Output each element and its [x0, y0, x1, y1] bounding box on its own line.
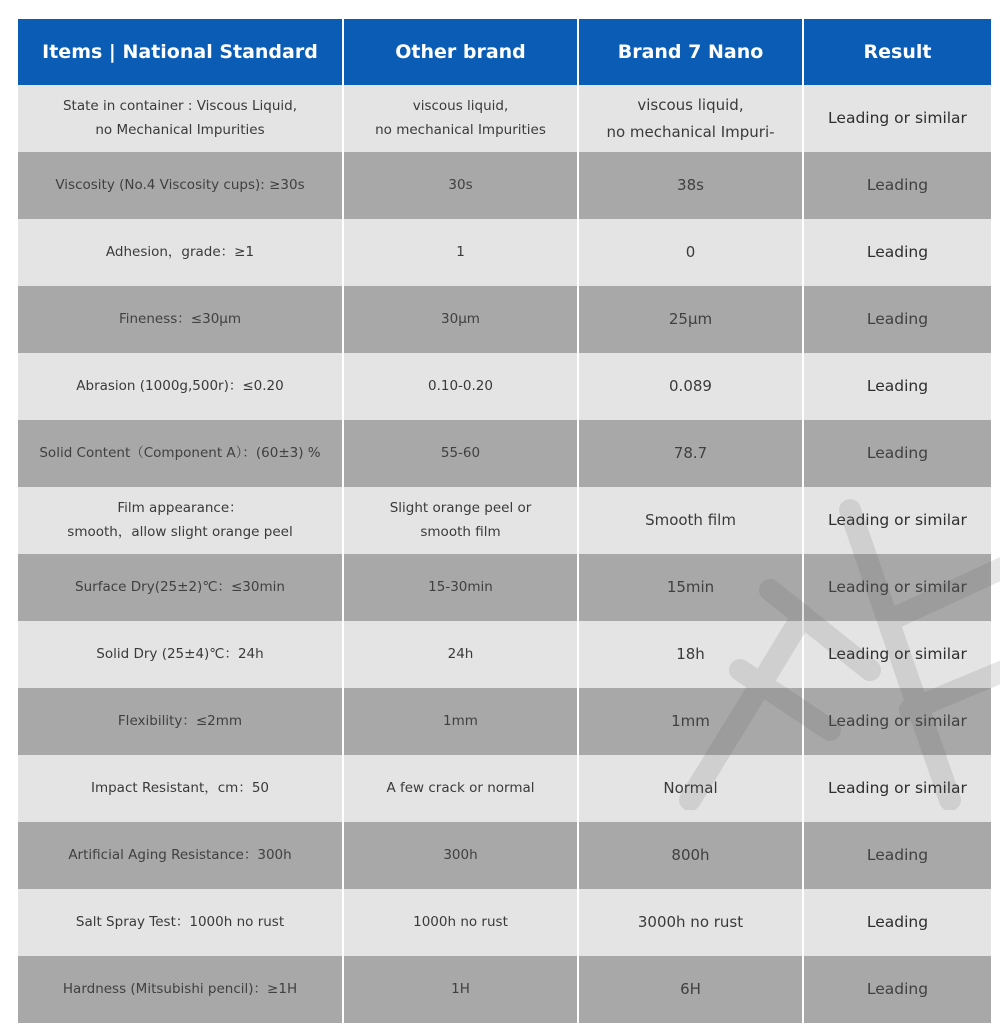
- cell-other-brand: 1H: [344, 956, 577, 1023]
- cell-item: Hardness (Mitsubishi pencil)：≥1H: [18, 956, 342, 1023]
- cell-item: Abrasion (1000g,500r)：≤0.20: [18, 353, 342, 420]
- cell-brand7-nano: 78.7: [579, 420, 802, 487]
- cell-item: Viscosity (No.4 Viscosity cups): ≥30s: [18, 152, 342, 219]
- cell-item: Fineness：≤30μm: [18, 286, 342, 353]
- cell-result: Leading: [804, 889, 991, 956]
- header-other-brand: Other brand: [344, 19, 577, 85]
- cell-item: State in container : Viscous Liquid, no Mechanical Impurities: [18, 85, 342, 152]
- cell-item: Surface Dry(25±2)℃：≤30min: [18, 554, 342, 621]
- comparison-table: [16, 19, 993, 1023]
- cell-other-brand: viscous liquid, no mechanical Impurities: [344, 85, 577, 152]
- table-row: [18, 822, 991, 889]
- table-row: [18, 688, 991, 755]
- cell-brand7-nano: viscous liquid, no mechanical Impuri-: [579, 85, 802, 152]
- cell-result: Leading or similar: [804, 487, 991, 554]
- header-brand7-nano: Brand 7 Nano: [579, 19, 802, 85]
- table-row: [18, 152, 991, 219]
- table-row: [18, 487, 991, 554]
- cell-brand7-nano: 0: [579, 219, 802, 286]
- cell-brand7-nano: 800h: [579, 822, 802, 889]
- table-row: [18, 85, 991, 152]
- cell-brand7-nano: 18h: [579, 621, 802, 688]
- cell-other-brand: 15-30min: [344, 554, 577, 621]
- cell-brand7-nano: 3000h no rust: [579, 889, 802, 956]
- cell-brand7-nano: 6H: [579, 956, 802, 1023]
- table-row: [18, 956, 991, 1023]
- cell-brand7-nano: 25μm: [579, 286, 802, 353]
- cell-item: Flexibility：≤2mm: [18, 688, 342, 755]
- header-result: Result: [804, 19, 991, 85]
- header-items: Items | National Standard: [18, 19, 342, 85]
- cell-brand7-nano: Normal: [579, 755, 802, 822]
- cell-other-brand: 1mm: [344, 688, 577, 755]
- cell-result: Leading: [804, 956, 991, 1023]
- cell-result: Leading: [804, 286, 991, 353]
- cell-result: Leading: [804, 353, 991, 420]
- cell-other-brand: 1000h no rust: [344, 889, 577, 956]
- cell-brand7-nano: 1mm: [579, 688, 802, 755]
- cell-brand7-nano: Smooth film: [579, 487, 802, 554]
- cell-result: Leading or similar: [804, 621, 991, 688]
- cell-item: Artificial Aging Resistance：300h: [18, 822, 342, 889]
- table-row: [18, 420, 991, 487]
- cell-other-brand: 30μm: [344, 286, 577, 353]
- cell-item: Solid Content（Component A）：(60±3) %: [18, 420, 342, 487]
- cell-brand7-nano: 38s: [579, 152, 802, 219]
- table-row: [18, 554, 991, 621]
- cell-result: Leading or similar: [804, 688, 991, 755]
- table-row: [18, 286, 991, 353]
- cell-item: Solid Dry (25±4)℃：24h: [18, 621, 342, 688]
- cell-result: Leading: [804, 420, 991, 487]
- cell-other-brand: 24h: [344, 621, 577, 688]
- cell-brand7-nano: 15min: [579, 554, 802, 621]
- cell-item: Salt Spray Test：1000h no rust: [18, 889, 342, 956]
- table-row: [18, 889, 991, 956]
- table-row: [18, 353, 991, 420]
- cell-item: Film appearance： smooth，allow slight orange peel: [18, 487, 342, 554]
- cell-other-brand: A few crack or normal: [344, 755, 577, 822]
- cell-other-brand: 55-60: [344, 420, 577, 487]
- cell-other-brand: Slight orange peel or smooth film: [344, 487, 577, 554]
- table-header-row: [18, 19, 991, 85]
- cell-other-brand: 30s: [344, 152, 577, 219]
- cell-other-brand: 0.10-0.20: [344, 353, 577, 420]
- cell-result: Leading or similar: [804, 755, 991, 822]
- cell-brand7-nano: 0.089: [579, 353, 802, 420]
- cell-result: Leading: [804, 152, 991, 219]
- cell-item: Adhesion，grade：≥1: [18, 219, 342, 286]
- table-row: [18, 755, 991, 822]
- table-row: [18, 621, 991, 688]
- cell-result: Leading or similar: [804, 85, 991, 152]
- cell-item: Impact Resistant，cm：50: [18, 755, 342, 822]
- cell-other-brand: 1: [344, 219, 577, 286]
- cell-other-brand: 300h: [344, 822, 577, 889]
- table-row: [18, 219, 991, 286]
- cell-result: Leading: [804, 822, 991, 889]
- cell-result: Leading: [804, 219, 991, 286]
- cell-result: Leading or similar: [804, 554, 991, 621]
